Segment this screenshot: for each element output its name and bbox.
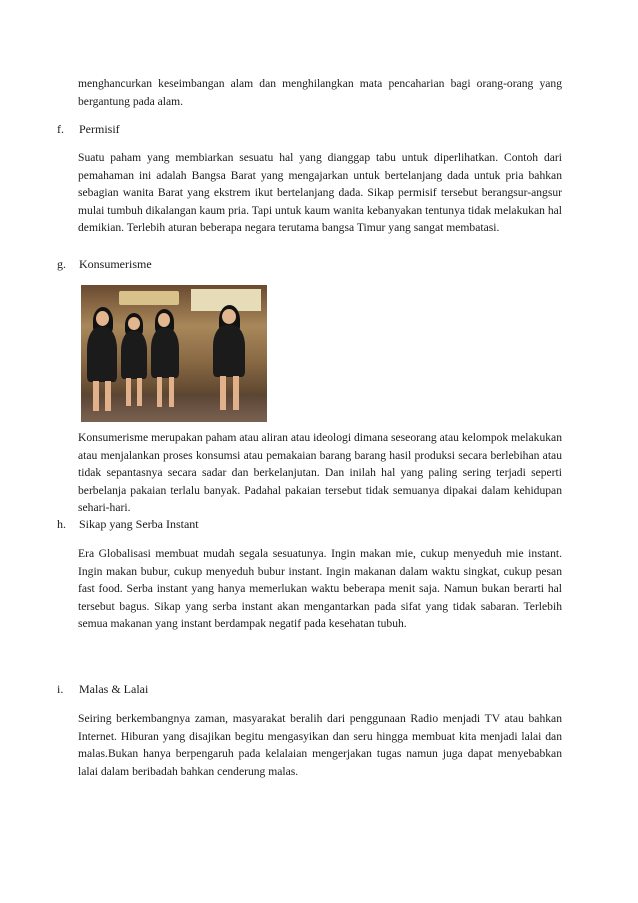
person-face <box>222 309 236 324</box>
heading-malas <box>57 681 148 697</box>
heading-letter: i. <box>57 682 64 696</box>
person-figure <box>151 328 179 378</box>
heading-permisif <box>57 121 120 137</box>
heading-letter: g. <box>57 257 66 271</box>
person-leg <box>233 376 239 410</box>
shopping-photo <box>81 285 267 422</box>
heading-letter: h. <box>57 517 66 531</box>
person-figure <box>87 327 117 382</box>
instant-paragraph: Era Globalisasi membuat mudah segala sesuatunya. Ingin makan mie, cukup menyeduh mie instant. Ingin makan bubur, cukup menyeduh bubur instant. Ingin makanan dalam waktu singkat, cukup pesan fast food. Serba instant yang hanya memerlukan waktu beberapa menit saja. Namun bukan berarti hal tersebut bagus. Sikap yang serba instant akan mengantarkan pada sifat yang tidak sabaran. Terlebih semua makanan yang instant berdampak negatif pada kesehatan tubuh. <box>78 547 562 630</box>
heading-konsumerisme <box>57 256 152 272</box>
person-figure <box>121 331 147 379</box>
permisif-paragraph: Suatu paham yang membiarkan sesuatu hal yang dianggap tabu untuk diperlihatkan. Contoh dari pemahaman ini adalah Bangsa Barat yang mengajarkan untuk bertelanjang dada untuk pria bahkan sebagian wanita Barat yang ekstrem ikut bertelanjang dada. Sikap permisif tersebut berangsur-angsur mulai tumbuh dikalangan kaum pria. Tapi untuk kaum wanita kebanyakan tentunya tidak melakukan hal demikian. Terlebih aturan beberapa negara terutama bangsa Timur yang sangat membatasi. <box>78 151 562 234</box>
person-figure <box>213 325 245 377</box>
person-leg <box>220 376 226 410</box>
person-face <box>158 313 170 327</box>
person-face <box>96 311 109 326</box>
malas-paragraph: Seiring berkembangnya zaman, masyarakat beralih dari penggunaan Radio menjadi TV atau bahkan Internet. Hiburan yang disajikan begitu mengasyikan dan seru hingga membuat kita menjadi lalai dan malas.Bukan hanya berpengaruh pada kelalaian mengerjakan tugas namun juga dapat menyebabkan lalai dalam beribadah bahkan cenderung malas. <box>78 712 562 778</box>
person-leg <box>93 381 99 411</box>
person-leg <box>157 377 162 407</box>
heading-instant <box>57 516 199 532</box>
person-leg <box>169 377 174 407</box>
heading-title: Sikap yang Serba Instant <box>79 517 199 531</box>
person-face <box>128 317 140 330</box>
person-leg <box>126 378 131 406</box>
heading-title: Malas & Lalai <box>79 682 149 696</box>
store-sign <box>119 291 179 305</box>
heading-title: Konsumerisme <box>79 257 152 271</box>
person-leg <box>137 378 142 406</box>
heading-title: Permisif <box>79 122 120 136</box>
person-leg <box>105 381 111 411</box>
intro-paragraph: menghancurkan keseimbangan alam dan menghilangkan mata pencaharian bagi orang-orang yang bergantung pada alam. <box>78 77 562 108</box>
heading-letter: f. <box>57 122 64 136</box>
konsumerisme-paragraph: Konsumerisme merupakan paham atau aliran atau ideologi dimana seseorang atau kelompok melakukan atau menjalankan proses konsumsi atau pemakaian barang barang hasil produksi secara berlebihan atau tidak sepantasnya secara sadar dan berkelanjutan. Dan inilah hal yang paling sering terjadi seperti berbelanja pakaian terlalu banyak. Padahal pakaian tersebut tidak semuanya dipakai dalam kehidupan sehari-hari. <box>78 431 562 514</box>
